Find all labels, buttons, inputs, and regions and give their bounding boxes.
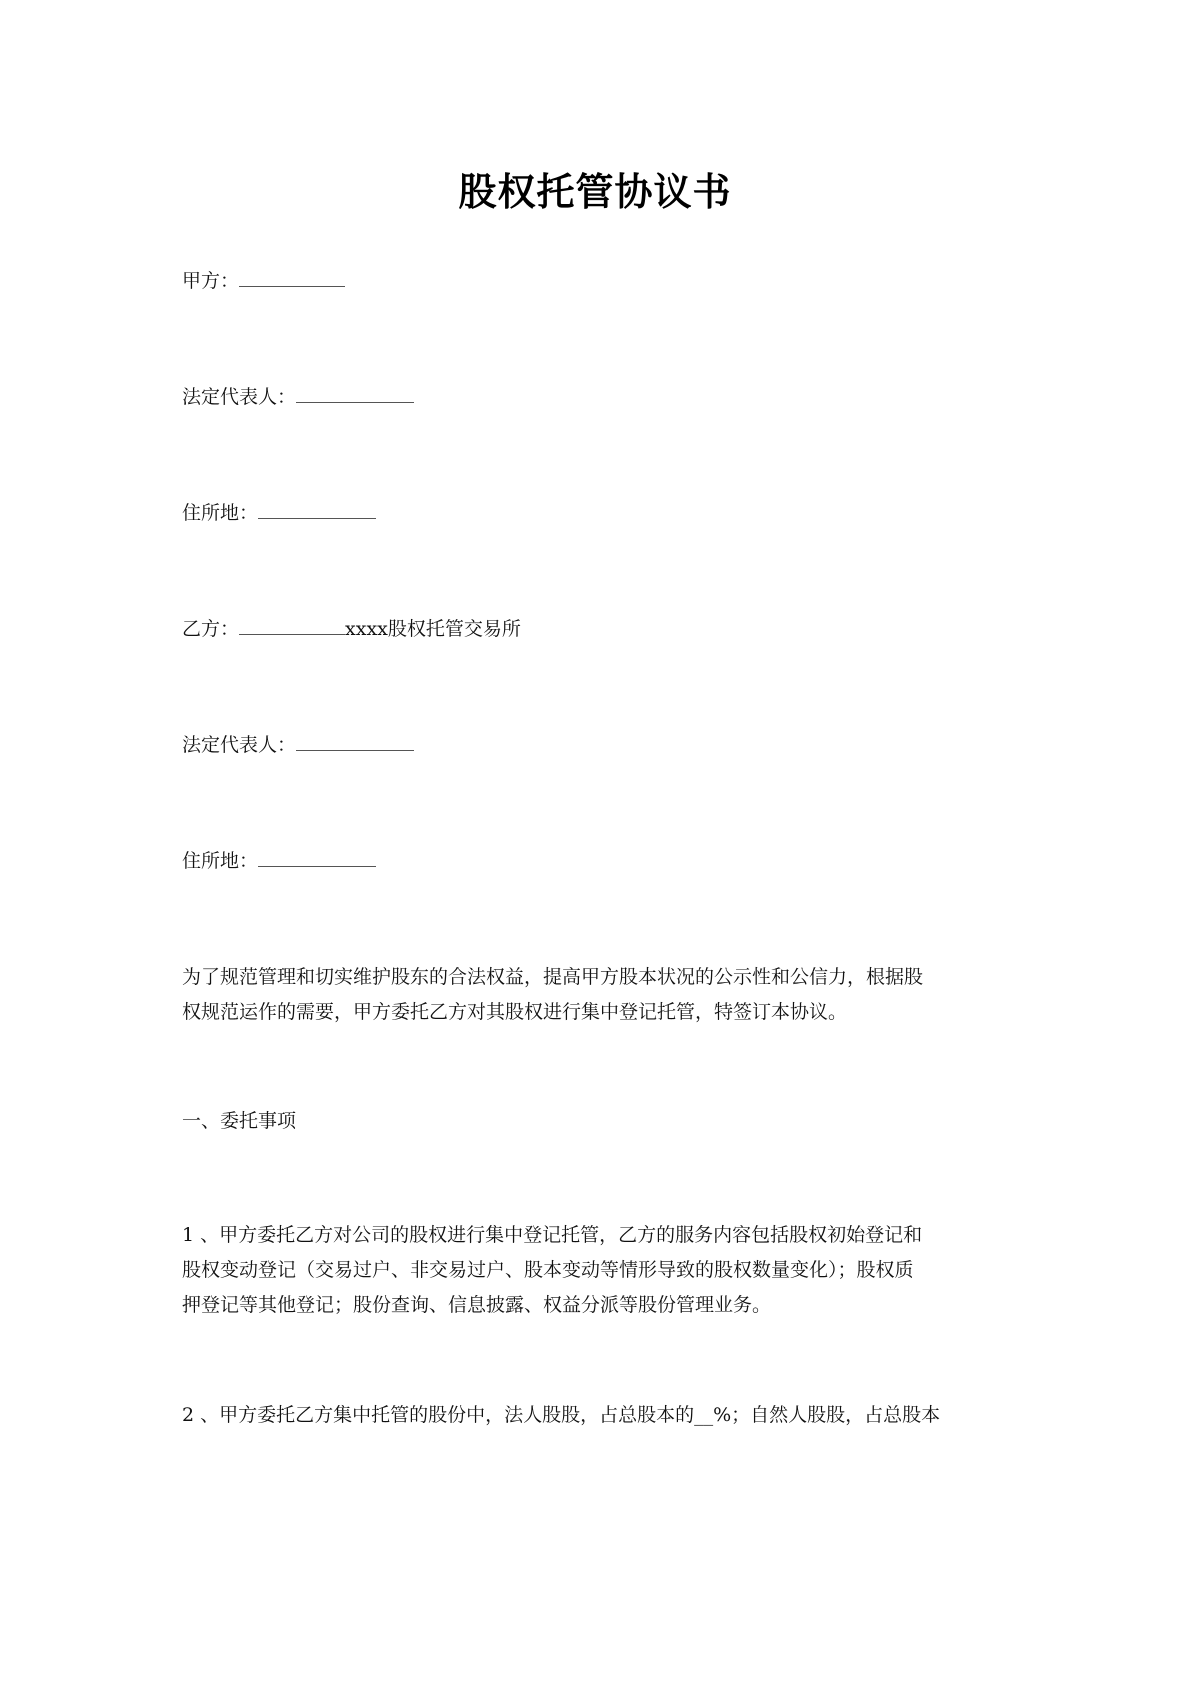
party-a-rep-line bbox=[182, 380, 414, 414]
party-b-address-label: 住所地： bbox=[182, 850, 259, 872]
party-b-rep-blank bbox=[296, 728, 414, 751]
preamble-paragraph bbox=[182, 960, 1020, 1030]
section-1-heading: 一、委托事项 bbox=[182, 1110, 297, 1132]
party-a-rep-blank bbox=[296, 380, 414, 403]
party-a-address-label: 住所地： bbox=[182, 502, 259, 524]
party-b-name: xxxx股权托管交易所 bbox=[345, 618, 521, 640]
party-b-blank bbox=[239, 612, 345, 635]
party-a-address-blank bbox=[258, 496, 376, 519]
party-a-line bbox=[182, 264, 345, 298]
party-b-rep-label: 法定代表人： bbox=[182, 734, 297, 756]
party-b-label: 乙方： bbox=[182, 618, 240, 640]
document-title: 股权托管协议书 bbox=[458, 169, 732, 214]
party-a-label: 甲方： bbox=[182, 270, 240, 292]
preamble-line: 权规范运作的需要，甲方委托乙方对其股权进行集中登记托管，特签订本协议。 bbox=[182, 1001, 848, 1023]
clause-1-line: 1 、甲方委托乙方对公司的股权进行集中登记托管，乙方的服务内容包括股权初始登记和 bbox=[182, 1224, 923, 1246]
clause-1-line: 押登记等其他登记；股份查询、信息披露、权益分派等股份管理业务。 bbox=[182, 1294, 772, 1316]
party-b-line bbox=[182, 612, 521, 646]
party-a-rep-label: 法定代表人： bbox=[182, 386, 297, 408]
clause-2-line: 2 、甲方委托乙方集中托管的股份中，法人股股，占总股本的__%；自然人股股，占总股本 bbox=[182, 1404, 941, 1426]
clause-1-line: 股权变动登记（交易过户、非交易过户、股本变动等情形导致的股权数量变化）；股权质 bbox=[182, 1259, 914, 1281]
party-b-address-blank bbox=[258, 844, 376, 867]
preamble-line: 为了规范管理和切实维护股东的合法权益，提高甲方股本状况的公示性和公信力，根据股 bbox=[182, 966, 924, 988]
party-a-address-line bbox=[182, 496, 376, 530]
party-b-address-line bbox=[182, 844, 376, 878]
party-b-rep-line bbox=[182, 728, 414, 762]
party-a-blank bbox=[239, 264, 345, 287]
clause-2-paragraph bbox=[182, 1398, 1020, 1433]
clause-1-paragraph bbox=[182, 1218, 1020, 1323]
